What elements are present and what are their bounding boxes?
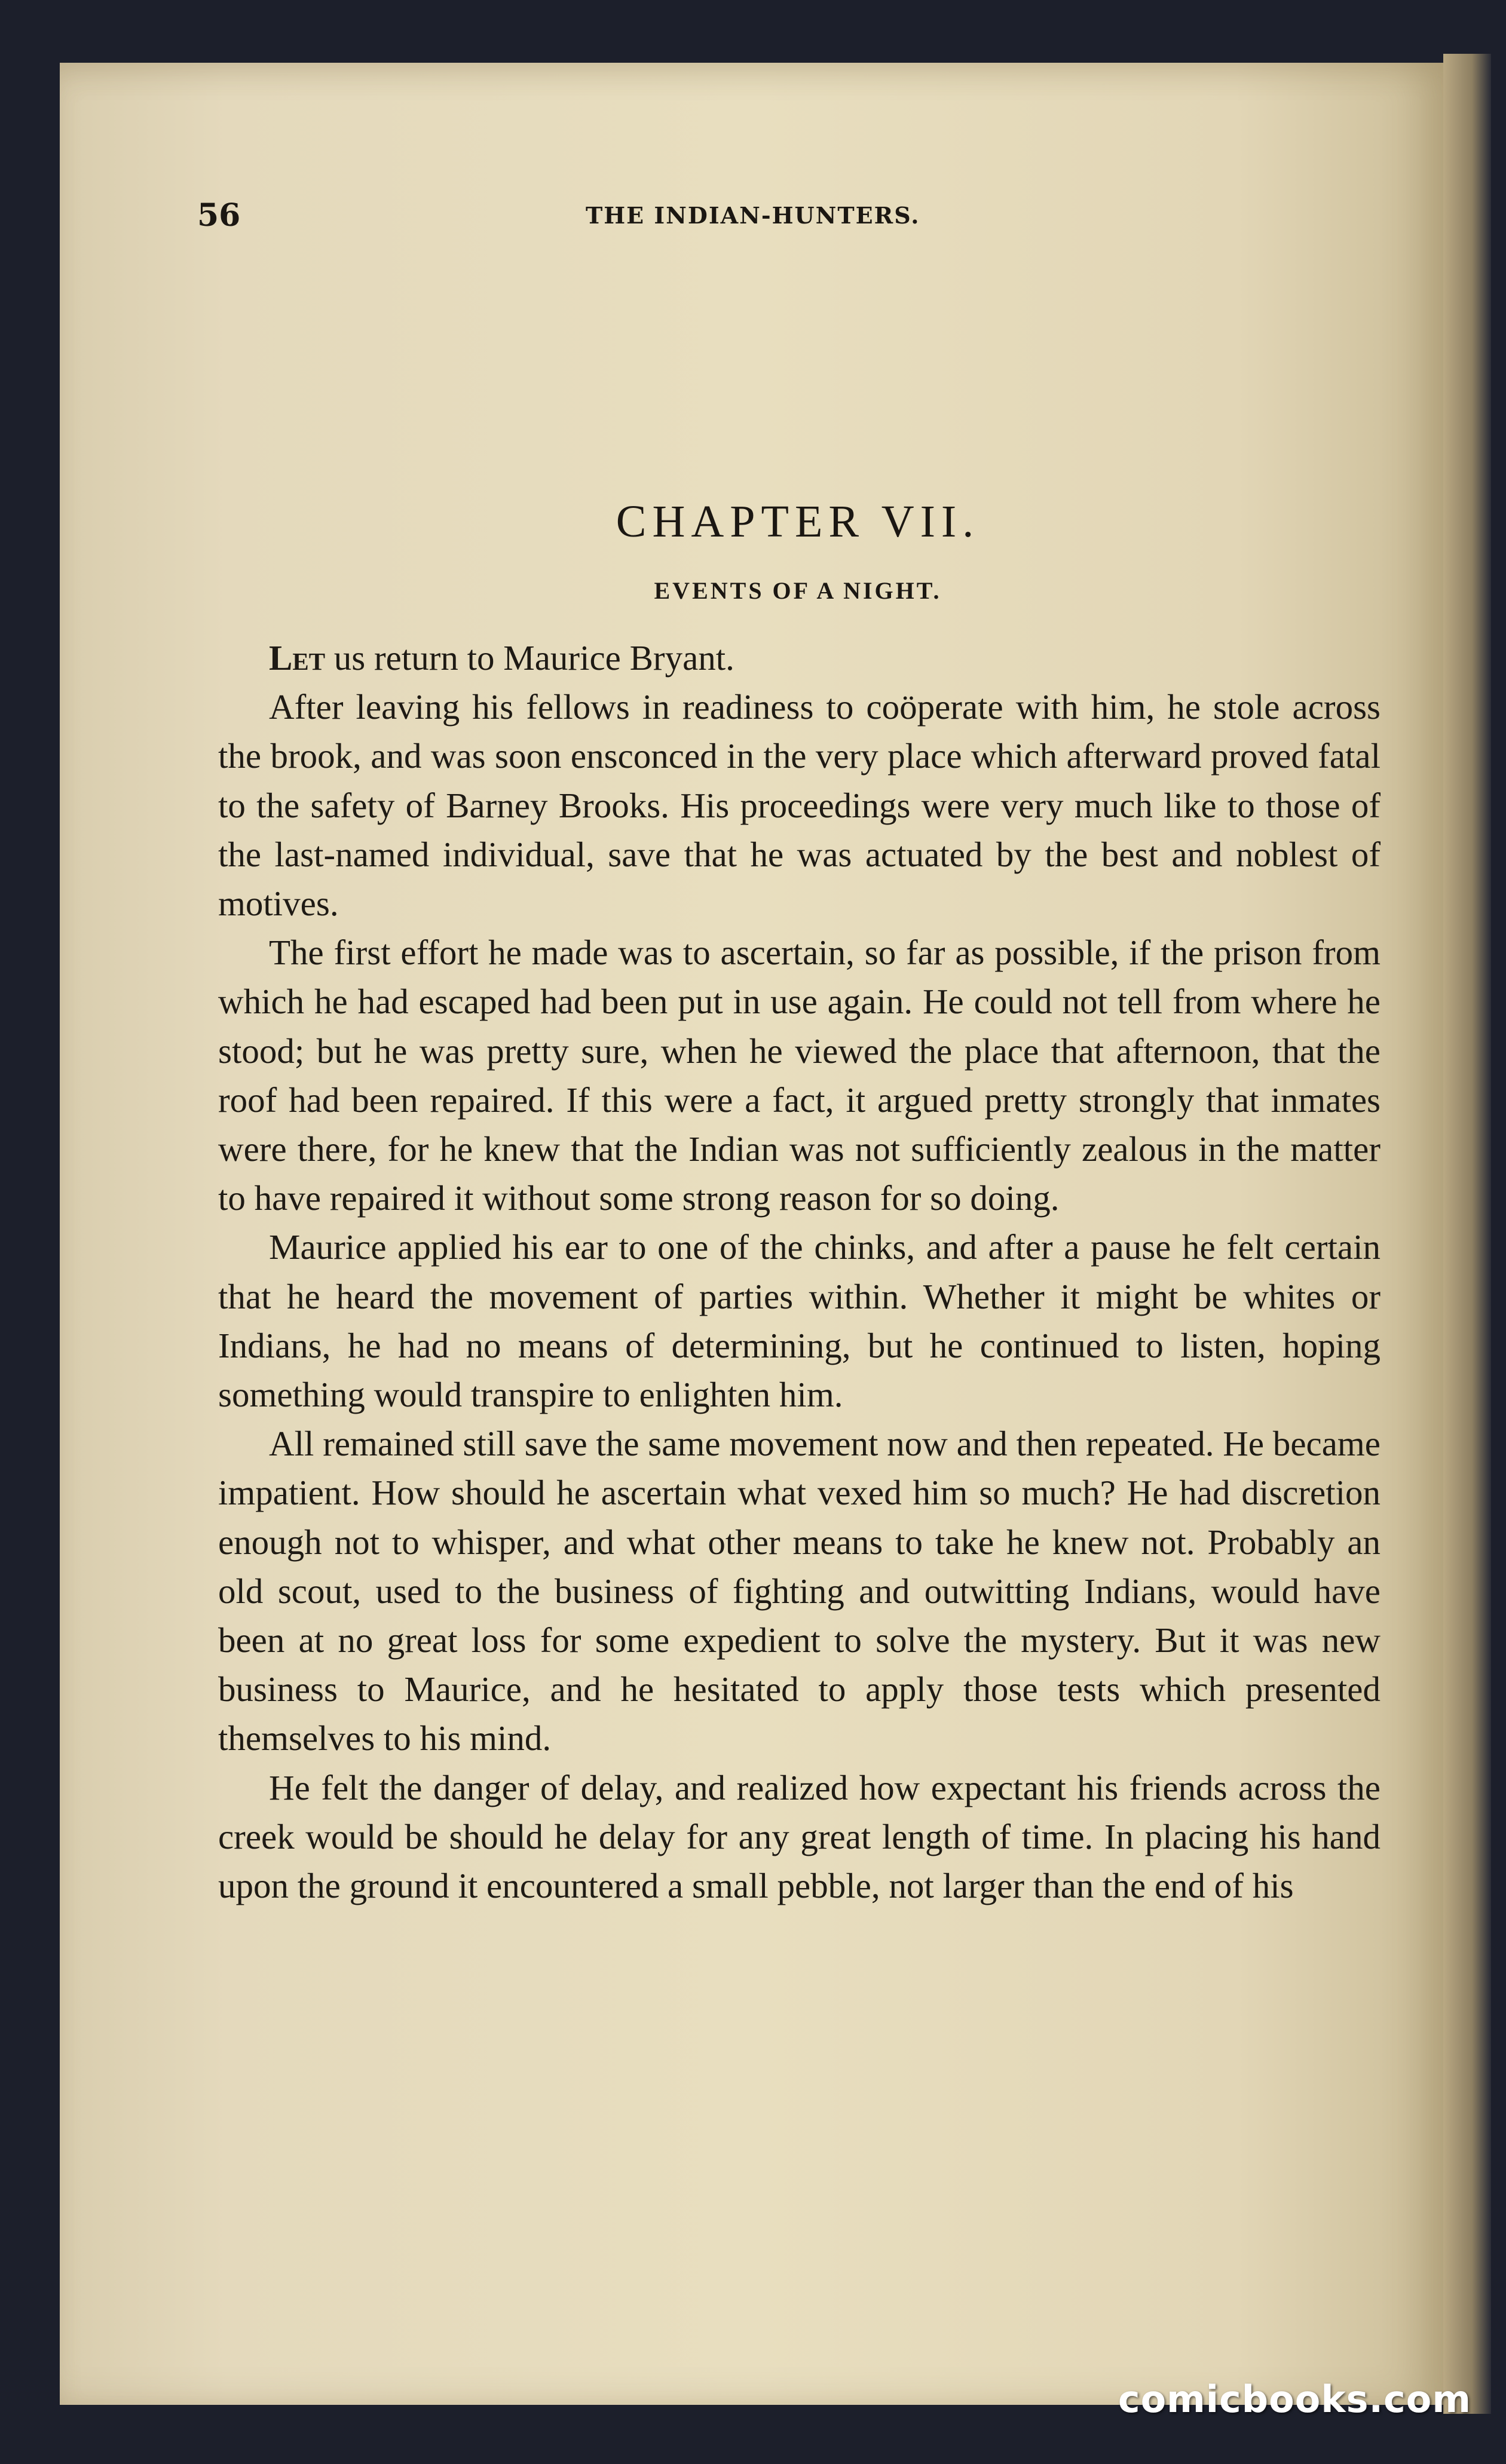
chapter-title: CHAPTER VII. [616,497,980,547]
paragraph-4: Maurice applied his ear to one of the chinks, and after a pause he felt certain that he heard the movement of parties within. Whether it might be whites or Indians, he had no means of determining, but he continued to listen, hoping something would transpire to enlighten him. [218,1227,1380,1415]
paragraph-6: He felt the danger of delay, and realized how expectant his friends across the creek would be should he delay for any great length of time. In placing his hand upon the ground it encountered a small pebble, not larger than the end of his [218,1767,1380,1906]
running-head: THE INDIAN-HUNTERS. [586,202,920,229]
paragraph-text: us return to Maurice Bryant. [325,638,734,678]
paragraph-1 [218,633,1380,682]
chapter-body [218,633,1380,1910]
chapter-subtitle: EVENTS OF A NIGHT. [654,577,942,604]
paragraph-lead-word: Let [269,638,326,678]
paragraph-5: All remained still save the same movement now and then repeated. He became impatient. How should he ascertain what vexed him so much? He had discretion enough not to whisper, and what other means to take he knew not. Probably an old scout, used to the business of fighting and outwitting Indians, would have been at no great loss for some expedient to solve the mystery. But it was new business to Maurice, and he hesitated to apply those tests which presented themselves to his mind. [218,1424,1380,1758]
book-spine-edge [1443,54,1491,2414]
paragraph-2: After leaving his fellows in readiness to coöperate with him, he stole across the brook, and was soon ensconced in the very place which afterward proved fatal to the safety of Barney Brooks. His proceedings were very much like to those of the last-named individual, save that he was actuated by the best and noblest of motives. [218,687,1380,924]
page-number: 56 [197,197,241,234]
page-header [197,197,1398,245]
paragraph-3: The first effort he made was to ascertain, so far as possible, if the prison from which he had escaped had been put in use again. He could not tell from where he stood; but he was pretty sure, when he viewed the place that afternoon, that the roof had been repaired. If this were a fact, it argued pretty strongly that inmates were there, for he knew that the Indian was not sufficiently zealous in the matter to have repaired it without some strong reason for so doing. [218,933,1380,1218]
watermark-logo: comicbooks.com [1118,2377,1471,2421]
